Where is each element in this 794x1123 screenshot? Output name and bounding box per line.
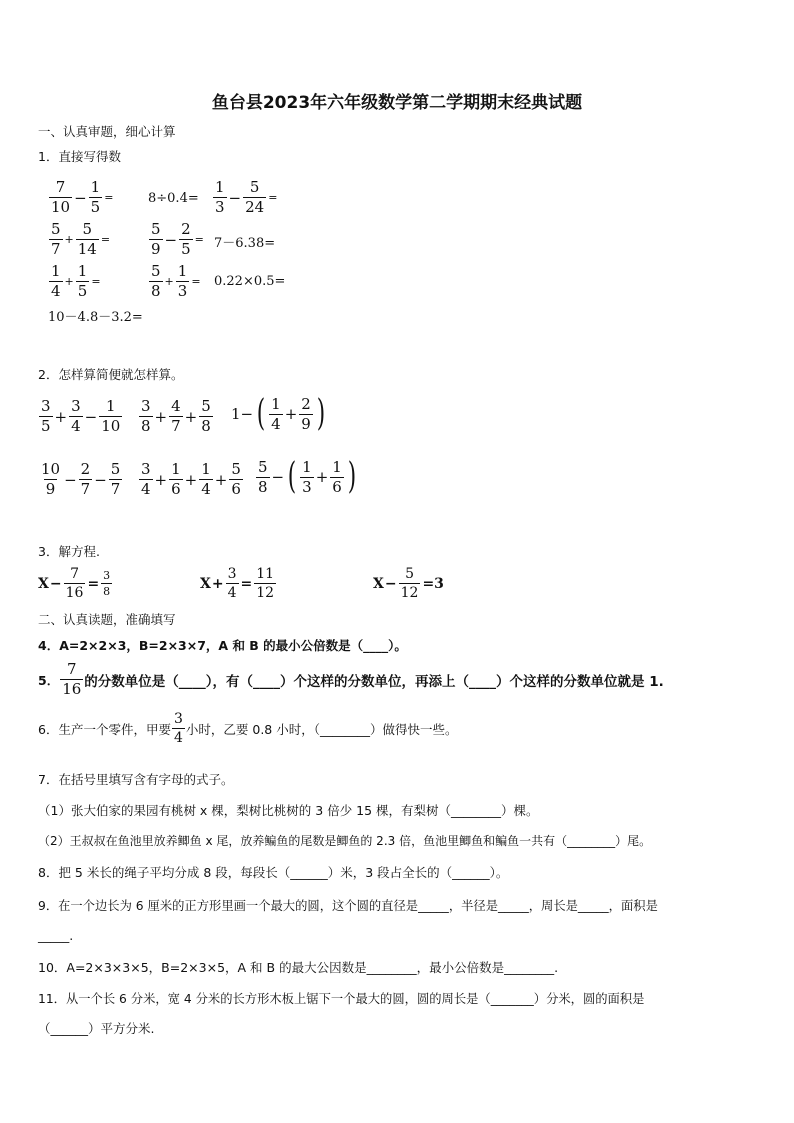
q1-expr-f: 7－6.38= [214,236,276,251]
question-10: 10．A=2×3×3×5，B=2×3×5，A 和 B 的最大公因数是________，最小公倍数是________. [38,960,559,975]
question-8: 8．把 5 米长的绳子平均分成 8 段，每段长（______）米，3 段占全长的（______）。 [38,865,509,880]
question-7-label: 7．在括号里填写含有字母的式子。 [38,772,234,787]
question-11-line-2: （______）平方分米. [38,1021,155,1036]
q1-expr-a: $\frac{7}{10}$ − $\frac{1}{5}$ = [51,178,114,216]
question-2-label: 2．怎样算简便就怎样算。 [38,367,184,382]
q2-expr-f: $\frac{5}{8}$ − ( $\frac{1}{3}$ + $\frac{1}{6}$ ) [258,456,357,497]
question-9-line-2: _____. [38,928,74,943]
q3-equation-a: X − $\frac{7}{16}$ = $\frac{3}{8}$ [38,566,111,601]
question-3-label: 3．解方程. [38,544,100,559]
q2-expr-a: $\frac{3}{5}$ + $\frac{3}{4}$ − $\frac{1}{10}$ [41,397,121,435]
q3-equation-b: X + $\frac{3}{4}$ = $\frac{11}{12}$ [200,566,275,601]
q1-expr-j: 10－4.8－3.2= [48,310,143,325]
q2-expr-c: 1− ( $\frac{1}{4}$ + $\frac{2}{9}$ ) [231,393,326,434]
question-9-line-1: 9．在一个边长为 6 厘米的正方形里画一个最大的圆，这个圆的直径是_____，半径是_____，周长是_____，面积是 [38,899,658,913]
question-7-part-1: （1）张大伯家的果园有桃树 x 棵，梨树比桃树的 3 倍少 15 棵，有梨树（________）棵。 [38,803,539,818]
question-7-part-2: （2）王叔叔在鱼池里放养鲫鱼 x 尾，放养鳊鱼的尾数是鲫鱼的 2.3 倍，鱼池里鲫鱼和鳊鱼一共有（________）尾。 [38,834,652,848]
q1-expr-d: $\frac{5}{7}$ + $\frac{5}{14}$ = [51,220,111,258]
question-6: 6．生产一个零件，甲要 $\frac{3}{4}$ 小时，乙要 0.8 小时，（________）做得快一些。 [38,711,458,746]
q1-expr-b: 8÷0.4= [148,191,199,206]
question-4: 4．A=2×2×3，B=2×3×7，A 和 B 的最小公倍数是（____）。 [38,638,407,653]
question-11-line-1: 11．从一个长 6 分米，宽 4 分米的长方形木板上锯下一个最大的圆，圆的周长是（_______）分米，圆的面积是 [38,992,645,1006]
page-title: 鱼台县2023年六年级数学第二学期期末经典试题 [211,93,583,113]
q1-expr-h: $\frac{5}{8}$ + $\frac{1}{3}$ = [151,262,201,300]
q2-expr-b: $\frac{3}{8}$ + $\frac{4}{7}$ + $\frac{5}{8}$ [141,397,211,435]
q1-expr-e: $\frac{5}{9}$ − $\frac{2}{5}$ = [151,220,204,258]
q1-expr-g: $\frac{1}{4}$ + $\frac{1}{5}$ = [51,262,101,300]
question-1-label: 1．直接写得数 [38,149,121,164]
section-1-heading: 一、认真审题，细心计算 [38,124,176,139]
section-2-heading: 二、认真读题，准确填写 [38,612,176,627]
q3-equation-c: X − $\frac{5}{12}$ =3 [373,566,444,601]
q2-expr-e: $\frac{3}{4}$ + $\frac{1}{6}$ + $\frac{1}{4}$ + $\frac{5}{6}$ [141,460,241,498]
q1-expr-i: 0.22×0.5= [214,274,286,289]
question-5: 5． $\frac{7}{16}$ 的分数单位是（____），有（____）个这样的分数单位，再添上（____）个这样的分数单位就是 1. [38,660,664,698]
q1-expr-c: $\frac{1}{3}$ − $\frac{5}{24}$ = [215,178,278,216]
q2-expr-d: $\frac{10}{9}$ − $\frac{2}{7}$ − $\frac{5}{7}$ [41,460,121,498]
